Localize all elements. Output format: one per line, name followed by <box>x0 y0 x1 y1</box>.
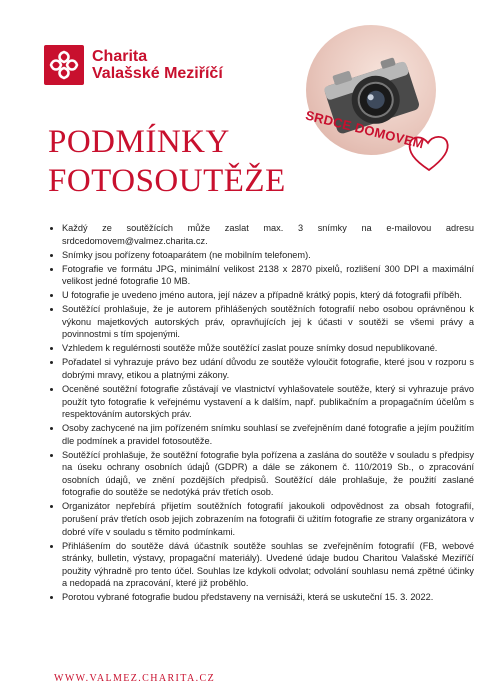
logo-line-2: Valašské Meziříčí <box>92 65 223 82</box>
list-item: • Porotou vybrané fotografie budou představeny na vernisáži, která se uskuteční 15. 3. 2022. <box>62 591 474 604</box>
conditions-list <box>40 222 474 605</box>
list-item: • Oceněné soutěžní fotografie zůstávají ve vlastnictví vyhlašovatele soutěže, který si vyhrazuje právo použít tyto fotografie k veřejnému vystavení a k dalším, např. publikačním a propagačním účelům s respektováním autorských práv. <box>62 383 474 421</box>
list-item: • Soutěžící prohlašuje, že je autorem přihlášených soutěžních fotografií nebo osobou oprávněnou k výkonu majetkových autorských práv, opravňujících jej k účasti v soutěži se všemi právy a povinnostmi s tím spojenými. <box>62 303 474 341</box>
heart-icon <box>404 128 454 178</box>
list-item: • Přihlášením do soutěže dává účastník soutěže souhlas se zveřejněním fotografií (FB, webové stránky, bulletin, výstavy, propagační materiály). Uvedené údaje budou Charitou Valašské Meziříčí použity výhradně pro tento účel. Souhlas lze kdykoli odvolat; odvolání souhlasu nemá zpětné účinky a nedopadá na zpracování, které již proběhlo. <box>62 540 474 590</box>
badge-text: SRDCE DOMOVEM <box>303 107 426 152</box>
title-line-2: FOTOSOUTĚŽE <box>48 163 286 199</box>
title-line-1: PODMÍNKY <box>48 124 230 160</box>
charita-logo <box>44 45 223 85</box>
logo-text <box>92 48 223 82</box>
list-item: • Každý ze soutěžících může zaslat max. 3 snímky na e-mailovou adresu srdcedomovem@valmez.charita.cz. <box>62 222 474 247</box>
list-item: • Snímky jsou pořízeny fotoaparátem (ne mobilním telefonem). <box>62 249 474 262</box>
list-item: • U fotografie je uvedeno jméno autora, její název a případně krátký popis, který dá fotografii příběh. <box>62 289 474 302</box>
list-item: • Organizátor nepřebírá přijetím soutěžních fotografií jakoukoli odpovědnost za obsah fotografií, porušení práv třetích osob jejich zobrazením na fotografii či užitím fotografie ze strany organizátora v dobré víře v souladu s těmito podmínkami. <box>62 500 474 538</box>
list-item: • Vzhledem k regulérnosti soutěže může soutěžící zaslat pouze snímky dosud nepublikované. <box>62 342 474 355</box>
page-title <box>48 123 286 201</box>
list-item: • Fotografie ve formátu JPG, minimální velikost 2138 x 2870 pixelů, rozlišení 300 DPI a maximální velikost jedné fotografie 10 MB. <box>62 263 474 288</box>
list-item: • Osoby zachycené na jim pořízeném snímku souhlasí se zveřejněním dané fotografie a jejím použitím dle podmínek a pravidel fotosoutěže. <box>62 422 474 447</box>
list-item: • Soutěžící prohlašuje, že soutěžní fotografie byla pořízena a zaslána do soutěže v souladu s předpisy na úseku ochrany osobních údajů (GDPR) a dále se zákonem č. 110/2019 Sb., o zpracování osobních údajů, ve znění pozdějších předpisů. Soutěžící dále prohlašuje, že použití zaslané fotografie do soutěže se nedotýká práv třetích osob. <box>62 449 474 499</box>
list-item: • Pořadatel si vyhrazuje právo bez udání důvodu ze soutěže vyloučit fotografie, které jsou v rozporu s dobrými mravy, etikou a platnými zákony. <box>62 356 474 381</box>
footer-url[interactable]: WWW.VALMEZ.CHARITA.CZ <box>54 673 216 684</box>
charita-cross-icon <box>44 45 84 85</box>
logo-line-1: Charita <box>92 48 148 65</box>
